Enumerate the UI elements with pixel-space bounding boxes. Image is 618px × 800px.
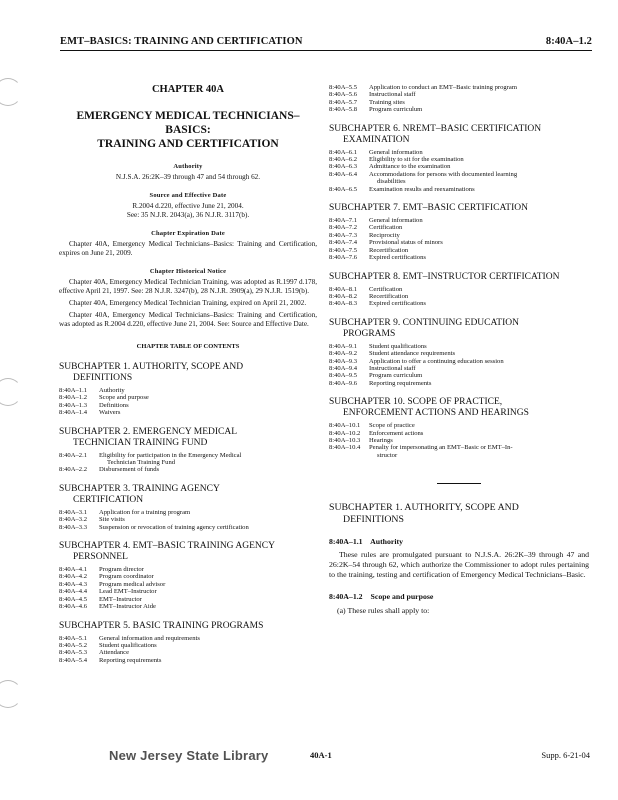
toc-entry-text: Admittance to the examination [369, 163, 451, 171]
toc-entry-number: 8:40A–7.2 [329, 224, 358, 232]
toc-entry-title [369, 444, 589, 459]
toc-entry-title [99, 649, 317, 656]
toc-subchapter-heading [59, 427, 317, 449]
toc-entry [59, 588, 317, 595]
toc-entry-text: Hearings [369, 436, 393, 444]
toc-entry-text: Student qualifications [369, 342, 427, 350]
toc-entry-number: 8:40A–5.8 [329, 106, 358, 114]
toc-entry-number: 8:40A–4.3 [59, 580, 88, 588]
toc-entry-number: 8:40A–9.3 [329, 357, 358, 365]
running-header-title: EMT–BASICS: TRAINING AND CERTIFICATION [60, 36, 303, 47]
toc-entry-text: Instructional staff [369, 91, 416, 99]
toc-entry-title [369, 422, 589, 429]
toc-entry-text: Authority [99, 387, 125, 394]
chapter-number: CHAPTER 40A [151, 84, 225, 95]
toc-entry-number: 8:40A–6.5 [329, 185, 358, 193]
toc-subchapter-heading [59, 541, 317, 563]
toc-entry-list [329, 343, 589, 387]
toc-subchapter-title-line1: SUBCHAPTER 3. TRAINING AGENCY [59, 483, 220, 494]
toc-entry [329, 300, 589, 307]
toc-entry-text: General information [369, 148, 423, 156]
toc-entry-text: Application to conduct an EMT–Basic training program [369, 84, 517, 91]
library-watermark: New Jersey State Library [109, 748, 269, 763]
toc-subchapter-heading [329, 318, 589, 340]
toc-entry-title [369, 84, 589, 91]
toc-entry-title [369, 437, 589, 444]
toc-entry [59, 635, 317, 642]
section-number: 8:40A–1.1 [329, 537, 363, 547]
toc-entry-title [99, 603, 317, 610]
toc-entry-title [99, 573, 317, 580]
toc-entry-title [369, 343, 589, 350]
toc-entry-list [329, 422, 589, 459]
toc-entry [329, 99, 589, 106]
toc-entry-number: 8:40A–9.5 [329, 372, 358, 380]
toc-entry-title [369, 156, 589, 163]
toc-entry-title [369, 247, 589, 254]
toc-subchapter-title-line2: EXAMINATION [343, 134, 410, 145]
toc-entry-title [369, 91, 589, 98]
toc-subchapter-title-line1: SUBCHAPTER 10. SCOPE OF PRACTICE, [329, 397, 503, 408]
toc-entry [59, 649, 317, 656]
toc-entry-title [99, 588, 317, 595]
right-column [329, 84, 589, 615]
toc-entry-number: 8:40A–9.1 [329, 342, 358, 350]
toc-entry-text: Training sites [369, 98, 405, 106]
toc-entry-title [369, 372, 589, 379]
toc-entry-title [99, 657, 317, 664]
toc-entry [59, 387, 317, 394]
history-paragraph-3: Chapter 40A, Emergency Medical Technicians–Basics: Training and Certification, was adopted as R.2004 d.220, effective June 21, 2004. See: Source and Effective Date. [59, 311, 317, 328]
toc-subchapter-title-line2: DEFINITIONS [73, 373, 133, 383]
toc-entry-number: 8:40A–10.4 [329, 444, 361, 452]
history-heading: Chapter Historical Notice [149, 268, 227, 275]
body-subchapter-title-line1: SUBCHAPTER 1. AUTHORITY, SCOPE AND [329, 502, 519, 514]
toc-entry-number: 8:40A–5.2 [59, 641, 88, 649]
toc-entry [59, 409, 317, 416]
toc-entry-text: Eligibility to sit for the examination [369, 156, 464, 164]
toc-subchapter-title-line1: SUBCHAPTER 2. EMERGENCY MEDICAL [59, 426, 238, 437]
toc-entry-list [59, 635, 317, 665]
toc-entry-title [99, 566, 317, 573]
toc-entry-text: Program curriculum [369, 106, 423, 114]
toc-entry [59, 642, 317, 649]
toc-entry-number: 8:40A–10.2 [329, 429, 361, 437]
toc-entry [329, 437, 589, 444]
chapter-title-line2: TRAINING AND CERTIFICATION [97, 138, 279, 150]
toc-entry-text: General information [369, 217, 423, 225]
toc-entry [59, 657, 317, 664]
toc-subchapter-heading [329, 272, 589, 283]
toc-entry-number: 8:40A–6.4 [329, 170, 358, 178]
toc-entry-title [369, 186, 589, 193]
toc-entry-number: 8:40A–4.4 [59, 588, 88, 596]
toc-entry-text: Provisional status of minors [369, 239, 443, 247]
toc-entry-title [369, 286, 589, 293]
section-divider [437, 483, 481, 484]
toc-entry-list [329, 217, 589, 261]
toc-entry-title [99, 596, 317, 603]
toc-entry-number: 8:40A–5.5 [329, 84, 358, 91]
toc-entry-text: Recertification [369, 246, 409, 254]
toc-entry-text: General information and requirements [99, 634, 200, 642]
toc-entry-text-cont: structor [377, 451, 398, 459]
toc-entry-number: 8:40A–3.2 [59, 516, 88, 524]
toc-entry [329, 232, 589, 239]
toc-entry [59, 566, 317, 573]
source-line-1: R.2004 d.220, effective June 21, 2004. [132, 202, 244, 210]
section-number: 8:40A–1.2 [329, 592, 363, 602]
toc-entry-title [369, 430, 589, 437]
toc-entry [329, 286, 589, 293]
toc-entry-number: 8:40A–3.1 [59, 508, 88, 516]
toc-entry-text: EMT–Instructor [99, 595, 142, 603]
toc-entry [329, 149, 589, 156]
toc-entry-list [59, 387, 317, 417]
toc-subchapter-heading [329, 203, 589, 214]
toc-entry-number: 8:40A–5.1 [59, 634, 88, 642]
toc-entry-text: Enforcement actions [369, 429, 424, 437]
toc-entry-list [59, 452, 317, 474]
toc-entry-text: Recertification [369, 292, 409, 300]
toc-entry-title [369, 149, 589, 156]
toc-entry-title [369, 171, 589, 186]
chapter-title [59, 109, 317, 151]
toc-entry-title [99, 509, 317, 516]
toc-entry-text: Student attendance requirements [369, 350, 456, 358]
toc-subchapter-heading [59, 484, 317, 506]
toc-entry [329, 350, 589, 357]
authority-heading: Authority [173, 163, 203, 170]
punch-hole [0, 378, 22, 406]
toc-entry-number: 8:40A–9.2 [329, 350, 358, 358]
toc-entry-text: Definitions [99, 401, 129, 409]
toc-entry-title [99, 524, 317, 531]
toc-entry-text: Program director [99, 566, 144, 574]
toc-entry-number: 8:40A–5.6 [329, 91, 358, 99]
toc-entry-number: 8:40A–1.3 [59, 401, 88, 409]
toc-entry [59, 524, 317, 531]
toc-subchapter-title-line2: PERSONNEL [73, 552, 128, 563]
toc-subchapter-title-line2: CERTIFICATION [73, 494, 144, 505]
toc-entry-text: Reporting requirements [369, 379, 432, 387]
toc-subchapter-title-line2: ENFORCEMENT ACTIONS AND HEARINGS [343, 408, 529, 419]
toc-entry-text: Disbursement of funds [99, 466, 160, 474]
toc-entry-number: 8:40A–8.2 [329, 292, 358, 300]
history-paragraph-2: Chapter 40A, Emergency Medical Technician Training, expired on April 21, 2002. [69, 299, 307, 307]
toc-entry [59, 509, 317, 516]
toc-entry-number: 8:40A–6.2 [329, 156, 358, 164]
toc-entry-number: 8:40A–7.1 [329, 217, 358, 225]
toc-entry-number: 8:40A–7.5 [329, 246, 358, 254]
page-number: 40A-1 [310, 750, 332, 760]
toc-entry [329, 365, 589, 372]
body-subchapter-heading [329, 502, 589, 525]
toc-entry-title [99, 516, 317, 523]
toc-entry-number: 8:40A–7.3 [329, 231, 358, 239]
toc-entry [329, 372, 589, 379]
toc-entry-text: Expired certifications [369, 300, 426, 308]
toc-entry [59, 603, 317, 610]
history-paragraph-1: Chapter 40A, Emergency Medical Technician Training, was adopted as R.1997 d.178, effective April 21, 1997. See: 28 N.J.R. 3247(b), 28 N.J.R. 3909(a), 29 N.J.R. 1519(b). [59, 278, 317, 295]
toc-entry-number: 8:40A–4.5 [59, 595, 88, 603]
section-1-2-item-a: (a) These rules shall apply to: [337, 606, 430, 616]
toc-entry-number: 8:40A–9.6 [329, 379, 358, 387]
toc-entry-number: 8:40A–7.4 [329, 239, 358, 247]
toc-entry [329, 217, 589, 224]
toc-entry-number: 8:40A–8.3 [329, 300, 358, 308]
toc-entry-text-cont: disabilities [377, 178, 406, 186]
toc-subchapter-title-line1: SUBCHAPTER 9. CONTINUING EDUCATION [329, 317, 519, 328]
toc-right [329, 124, 589, 460]
toc-left [59, 362, 317, 664]
toc-entry-title [369, 106, 589, 113]
toc-entry-title [369, 365, 589, 372]
toc-continued-entries [329, 84, 589, 114]
punch-hole [0, 78, 22, 106]
toc-entry-text: Reporting requirements [99, 656, 162, 664]
toc-entry-title [369, 350, 589, 357]
toc-entry-text: Reciprocity [369, 231, 400, 239]
toc-entry-title [99, 387, 317, 394]
toc-entry [59, 581, 317, 588]
toc-subchapter-heading [329, 397, 589, 419]
punch-hole [0, 680, 22, 708]
toc-entry-title [99, 642, 317, 649]
toc-entry-text: Certification [369, 285, 403, 293]
toc-entry [59, 466, 317, 473]
toc-entry-text: Suspension or revocation of training agency certification [99, 523, 249, 531]
toc-entry-title [369, 239, 589, 246]
toc-entry-number: 8:40A–8.1 [329, 285, 358, 293]
toc-entry-text: EMT–Instructor Aide [99, 603, 156, 611]
toc-entry-number: 8:40A–4.1 [59, 566, 88, 574]
toc-subchapter-heading [59, 621, 317, 632]
section-heading-1-2 [329, 592, 589, 601]
toc-entry-text: Certification [369, 224, 403, 232]
toc-entry-title [369, 300, 589, 307]
toc-entry [329, 224, 589, 231]
toc-entry [59, 394, 317, 401]
toc-entry-text: Expired certifications [369, 254, 426, 262]
toc-subchapter-title-line2: PROGRAMS [343, 328, 396, 339]
toc-entry-number: 8:40A–7.6 [329, 254, 358, 262]
toc-subchapter-title-line1: SUBCHAPTER 4. EMT–BASIC TRAINING AGENCY [59, 541, 275, 552]
toc-subchapter-heading [329, 124, 589, 146]
toc-entry [329, 163, 589, 170]
toc-subchapter-title-line1: SUBCHAPTER 7. EMT–BASIC CERTIFICATION [329, 203, 528, 214]
toc-entry [59, 596, 317, 603]
toc-entry-text: Program medical advisor [99, 580, 166, 588]
section-title: Scope and purpose [370, 592, 434, 602]
toc-entry-text-cont: Technician Training Fund [107, 459, 176, 467]
source-line-2: See: 35 N.J.R. 2043(a), 36 N.J.R. 3117(b). [126, 211, 250, 219]
toc-entry-number: 8:40A–6.1 [329, 148, 358, 156]
toc-entry-text: Scope and purpose [99, 394, 149, 402]
toc-subchapter-title-line1: SUBCHAPTER 5. BASIC TRAINING PROGRAMS [59, 620, 264, 631]
toc-entry [59, 516, 317, 523]
toc-entry-number: 8:40A–5.7 [329, 98, 358, 106]
toc-entry-title [99, 452, 317, 467]
toc-entry [329, 186, 589, 193]
toc-entry-list [329, 286, 589, 308]
toc-entry-text: Student qualifications [99, 641, 157, 649]
toc-entry-number: 8:40A–10.3 [329, 436, 361, 444]
toc-entry-number: 8:40A–1.4 [59, 409, 88, 417]
running-header [60, 36, 592, 51]
toc-entry-number: 8:40A–1.2 [59, 394, 88, 402]
toc-entry-title [369, 293, 589, 300]
toc-entry-number: 8:40A–5.3 [59, 649, 88, 657]
toc-entry-number: 8:40A–10.1 [329, 422, 361, 430]
toc-entry-title [369, 163, 589, 170]
toc-entry [329, 444, 589, 459]
toc-entry-number: 8:40A–3.3 [59, 523, 88, 531]
toc-entry-text: Program curriculum [369, 372, 423, 380]
toc-entry-number: 8:40A–9.4 [329, 364, 358, 372]
toc-entry-text: Accommodations for persons with documented learning [369, 170, 518, 178]
toc-entry [329, 293, 589, 300]
toc-entry [329, 84, 589, 91]
toc-entry-list [329, 149, 589, 193]
chapter-title-line1: EMERGENCY MEDICAL TECHNICIANS–BASICS: [76, 110, 300, 136]
toc-entry-title [99, 402, 317, 409]
toc-entry [329, 358, 589, 365]
left-column [59, 84, 317, 664]
toc-entry-list [59, 509, 317, 531]
expiration-text: Chapter 40A, Emergency Medical Technicians–Basics: Training and Certification, expires on June 21, 2009. [59, 240, 317, 257]
toc-entry [329, 430, 589, 437]
toc-entry [329, 106, 589, 113]
authority-text: N.J.S.A. 26:2K–39 through 47 and 54 through 62. [115, 173, 261, 181]
toc-heading: CHAPTER TABLE OF CONTENTS [136, 343, 240, 350]
toc-entry [329, 171, 589, 186]
toc-entry-title [99, 581, 317, 588]
toc-entry [329, 380, 589, 387]
toc-entry [329, 247, 589, 254]
toc-entry-title [99, 409, 317, 416]
toc-entry [59, 452, 317, 467]
toc-entry-title [99, 394, 317, 401]
toc-entry [329, 91, 589, 98]
toc-entry-text: Program coordinator [99, 573, 154, 581]
toc-entry-number: 8:40A–2.1 [59, 451, 88, 459]
toc-entry-text: Eligibility for participation in the Emergency Medical [99, 451, 242, 459]
toc-entry-text: Application for a training program [99, 508, 191, 516]
toc-entry-title [369, 217, 589, 224]
toc-subchapter-heading [59, 362, 317, 384]
toc-subchapter-title-line2: TECHNICIAN TRAINING FUND [73, 437, 208, 448]
expiration-heading: Chapter Expiration Date [151, 230, 225, 237]
body-subchapter-title-line2: DEFINITIONS [343, 513, 404, 525]
toc-entry-text: Lead EMT–Instructor [99, 588, 157, 596]
toc-entry-number: 8:40A–4.6 [59, 603, 88, 611]
toc-entry-title [369, 224, 589, 231]
toc-entry-title [99, 466, 317, 473]
toc-entry-text: Attendance [99, 649, 130, 657]
toc-entry-list [59, 566, 317, 610]
toc-entry [329, 422, 589, 429]
toc-entry-title [369, 99, 589, 106]
toc-entry-text: Penalty for impersonating an EMT–Basic or EMT–In- [369, 444, 513, 452]
toc-subchapter-title-line1: SUBCHAPTER 6. NREMT–BASIC CERTIFICATION [329, 123, 542, 134]
section-title: Authority [370, 537, 404, 547]
toc-entry-text: Examination results and reexaminations [369, 185, 475, 193]
toc-entry [329, 239, 589, 246]
running-header-section: 8:40A–1.2 [545, 36, 592, 47]
toc-entry-number: 8:40A–2.2 [59, 466, 88, 474]
toc-entry-number: 8:40A–1.1 [59, 387, 88, 394]
toc-entry-title [369, 380, 589, 387]
toc-entry-title [369, 358, 589, 365]
toc-entry [59, 573, 317, 580]
supplement-date: Supp. 6-21-04 [541, 750, 590, 760]
toc-entry-title [369, 232, 589, 239]
toc-entry-text: Application to offer a continuing education session [369, 357, 504, 365]
toc-entry-text: Waivers [99, 409, 121, 417]
section-1-1-text: These rules are promulgated pursuant to N.J.S.A. 26:2K–39 through 47 and 26:2K–54 through 62, which authorize the Commissioner to adopt rules pertaining to the training, testing and certification of Emergency Medical Technicians–Basic. [329, 550, 589, 580]
toc-entry-number: 8:40A–5.4 [59, 656, 88, 664]
toc-entry-title [99, 635, 317, 642]
toc-entry-text: Instructional staff [369, 364, 416, 372]
source-heading: Source and Effective Date [149, 192, 227, 199]
toc-entry-number: 8:40A–4.2 [59, 573, 88, 581]
section-heading-1-1 [329, 537, 589, 546]
toc-entry-text: Scope of practice [369, 422, 415, 430]
toc-subchapter-title-line1: SUBCHAPTER 8. EMT–INSTRUCTOR CERTIFICATION [329, 271, 560, 282]
toc-entry-number: 8:40A–6.3 [329, 163, 358, 171]
toc-entry [329, 343, 589, 350]
toc-entry-title [369, 254, 589, 261]
toc-entry [329, 156, 589, 163]
toc-entry [329, 254, 589, 261]
toc-subchapter-title-line1: SUBCHAPTER 1. AUTHORITY, SCOPE AND [59, 362, 244, 372]
toc-entry-text: Site visits [99, 516, 125, 524]
toc-entry [59, 402, 317, 409]
